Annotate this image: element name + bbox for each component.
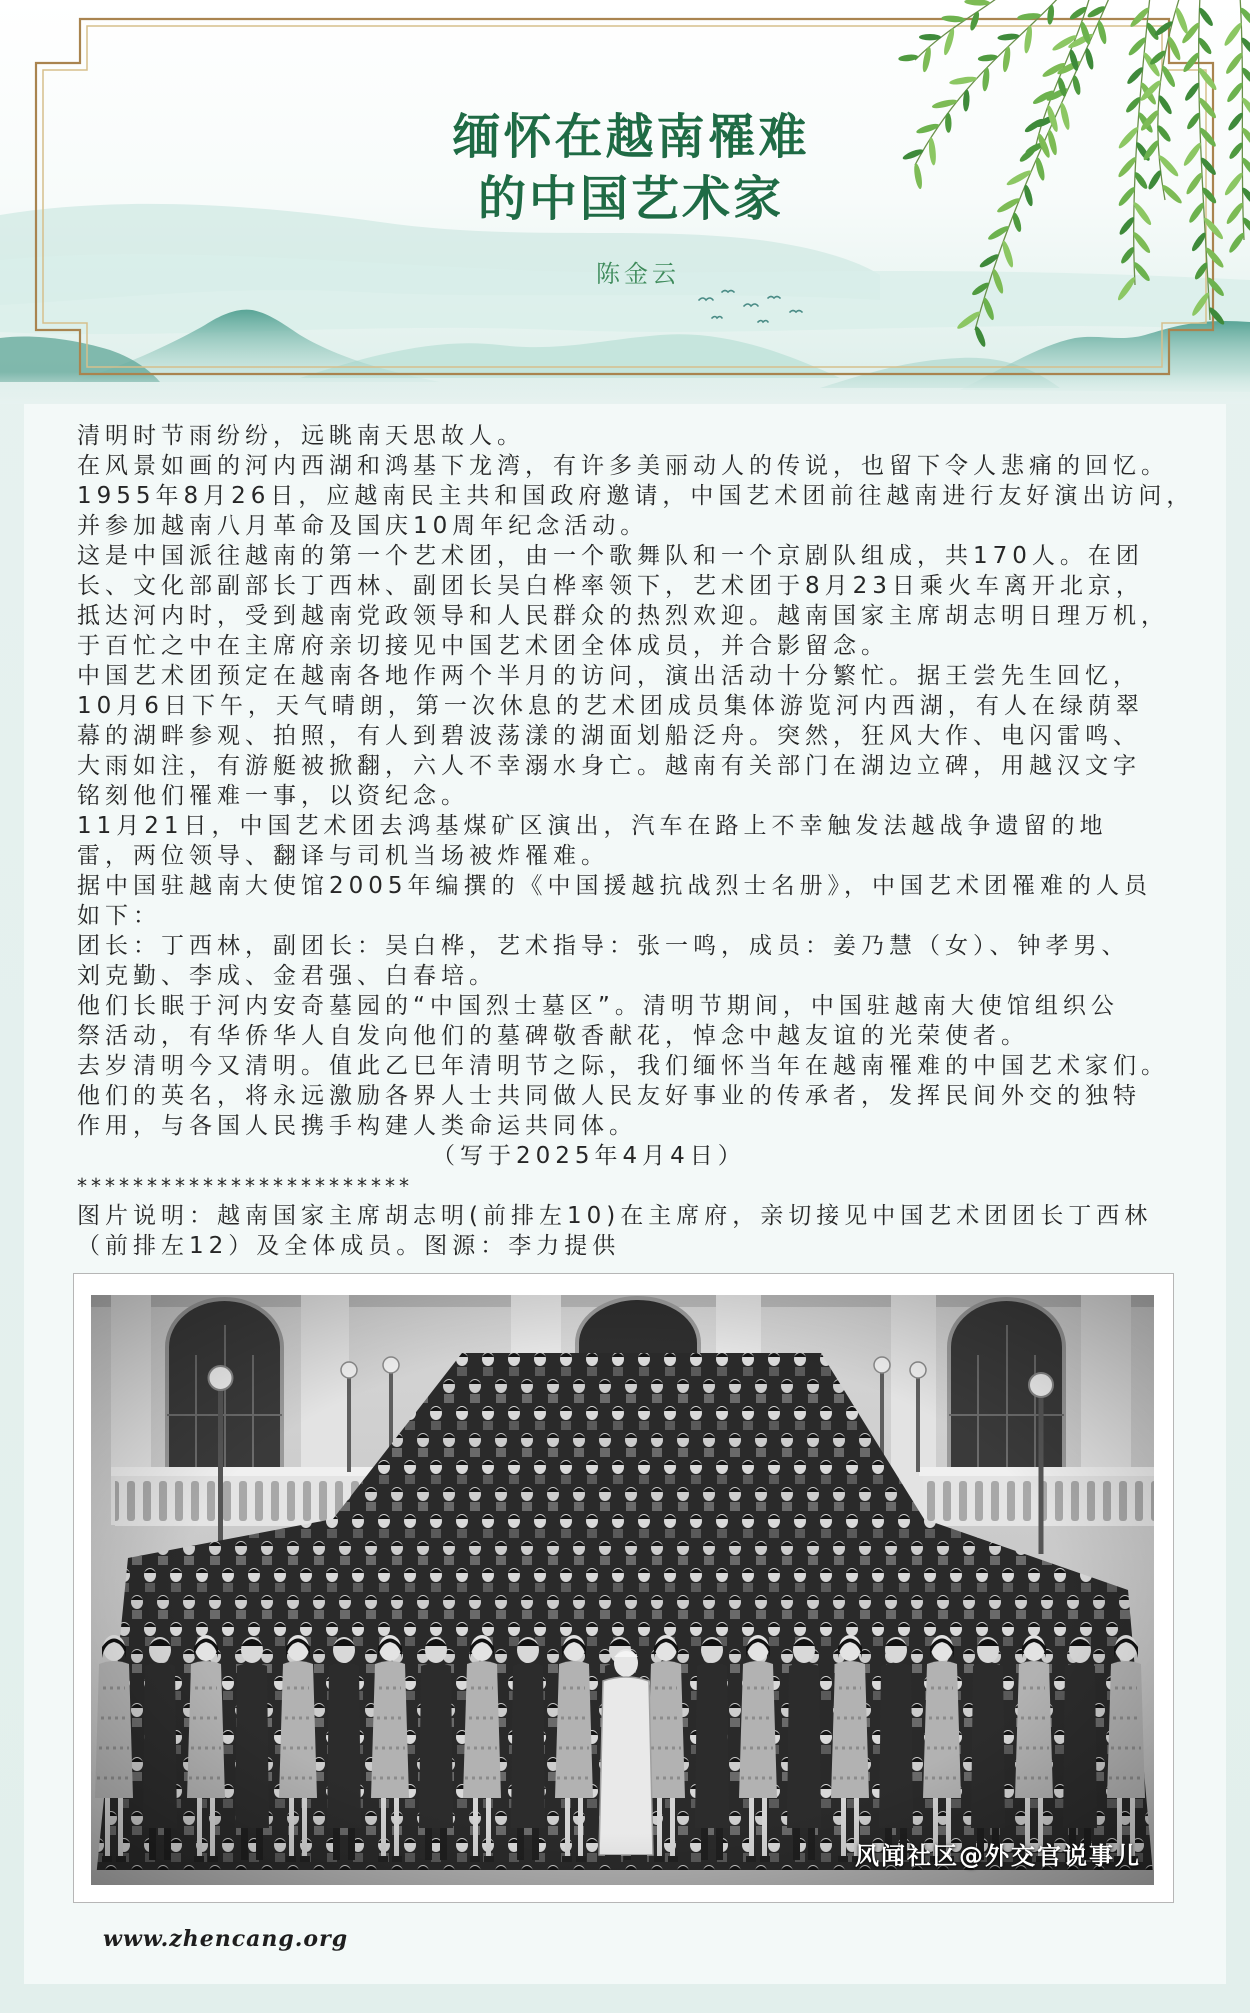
photo-watermark: 风闻社区@外交官说事儿 (855, 1842, 1141, 1870)
article-line: 这是中国派往越南的第一个艺术团，由一个歌舞队和一个京剧队组成，共170人。在团 (77, 543, 1144, 569)
article-line: 他们长眠于河内安奇墓园的“中国烈士墓区”。清明节期间，中国驻越南大使馆组织公 (77, 993, 1119, 1019)
article-body (77, 421, 1227, 1261)
group-photo-image (91, 1295, 1154, 1885)
photo-frame (73, 1273, 1174, 1903)
article-line: 刘克勤、李成、金君强、白春培。 (77, 963, 497, 989)
article-line: 于百忙之中在主席府亲切接见中国艺术团全体成员，并合影留念。 (77, 633, 889, 659)
article-line: 幕的湖畔参观、拍照，有人到碧波荡漾的湖面划船泛舟。突然，狂风大作、电闪雷鸣、 (77, 723, 1141, 749)
article-line: 他们的英名，将永远激励各界人士共同做人民友好事业的传承者，发挥民间外交的独特 (77, 1083, 1141, 1109)
article-line: 铭刻他们罹难一事，以资纪念。 (77, 783, 469, 809)
article-line: 祭活动，有华侨华人自发向他们的墓碑敬香献花，悼念中越友谊的光荣使者。 (77, 1023, 1029, 1049)
article-line: 在风景如画的河内西湖和鸿基下龙湾，有许多美丽动人的传说，也留下令人悲痛的回忆。 (77, 453, 1169, 479)
author-name: 陈金云 (596, 260, 680, 288)
article-line: 清明时节雨纷纷，远眺南天思故人。 (77, 423, 525, 449)
article-line: 抵达河内时，受到越南党政领导和人民群众的热烈欢迎。越南国家主席胡志明日理万机， (77, 603, 1169, 629)
article-line: 作用，与各国人民携手构建人类命运共同体。 (77, 1113, 637, 1139)
group-photo (91, 1295, 1154, 1885)
photo-vignette (91, 1295, 1154, 1885)
article-line: 据中国驻越南大使馆2005年编撰的《中国援越抗战烈士名册》，中国艺术团罹难的人员 (77, 873, 1153, 899)
article-line: 大雨如注，有游艇被掀翻，六人不幸溺水身亡。越南有关部门在湖边立碑，用越汉文字 (77, 753, 1141, 779)
article-line: 雷，两位领导、翻译与司机当场被炸罹难。 (77, 843, 609, 869)
photo-caption-line: 图片说明：越南国家主席胡志明(前排左10)在主席府，亲切接见中国艺术团团长丁西林 (77, 1203, 1153, 1229)
article-line: 并参加越南八月革命及国庆10周年纪念活动。 (77, 513, 649, 539)
footer-website: www.zhencang.org (103, 1926, 349, 1952)
title-line-1: 缅怀在越南罹难 (452, 109, 810, 165)
article-line: 1955年8月26日，应越南民主共和国政府邀请，中国艺术团前往越南进行友好演出访问， (77, 483, 1195, 509)
article-line: 团长：丁西林，副团长：吴白桦，艺术指导：张一鸣，成员：姜乃慧（女）、钟孝男、 (77, 933, 1130, 959)
header-bottom-fade (0, 372, 1250, 404)
article-line: 中国艺术团预定在越南各地作两个半月的访问，演出活动十分繁忙。据王尝先生回忆， (77, 663, 1141, 689)
article-line: 11月21日，中国艺术团去鸿基煤矿区演出，汽车在路上不幸触发法越战争遗留的地 (77, 813, 1108, 839)
article-line: 长、文化部副部长丁西林、副团长吴白桦率领下，艺术团于8月23日乘火车离开北京， (77, 573, 1144, 599)
article-title (0, 106, 1250, 230)
photo-caption-line: （前排左12）及全体成员。图源：李力提供 (77, 1233, 621, 1259)
article-line: 10月6日下午，天气晴朗，第一次休息的艺术团成员集体游览河内西湖，有人在绿荫翠 (77, 693, 1144, 719)
asterisk-separator: ************************ (77, 1174, 413, 1198)
title-line-2: 的中国艺术家 (477, 171, 784, 227)
article-dateline: （写于2025年4月4日） (432, 1143, 746, 1169)
article-line: 如下： (77, 903, 161, 929)
article-line: 去岁清明今又清明。值此乙巳年清明节之际，我们缅怀当年在越南罹难的中国艺术家们。 (77, 1053, 1169, 1079)
